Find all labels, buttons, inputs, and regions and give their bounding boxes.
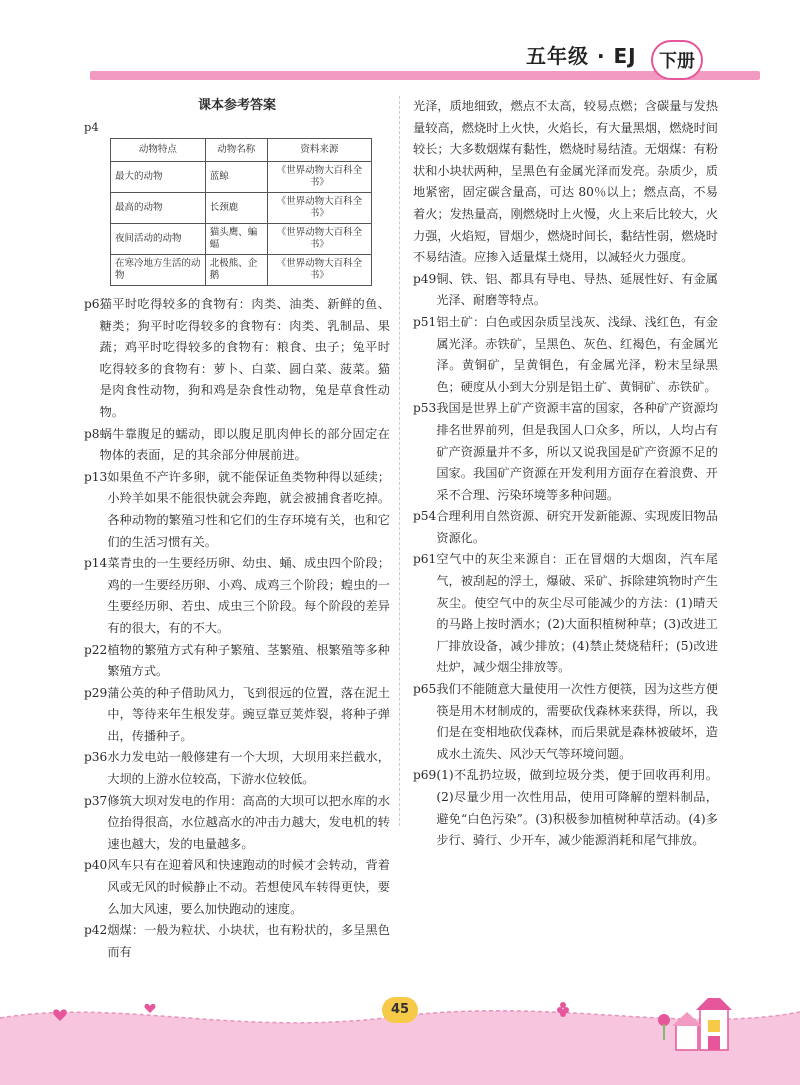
table-header-cell: 动物名称 <box>205 139 267 162</box>
section-title: 课本参考答案 <box>197 98 276 113</box>
table-header-cell: 资料来源 <box>267 139 371 162</box>
heart-icon <box>145 1004 156 1013</box>
page-ref: p6 <box>84 297 100 311</box>
table-cell: 北极熊、企鹅 <box>205 255 267 286</box>
answer-text: 水力发电站一般修建有一个大坝，大坝用来拦截水，大坝的上游水位较高，下游水位较低。 <box>107 750 390 787</box>
answer-p42-continued: 光泽，质地细致，燃点不太高，较易点燃；含碳量与发热量较高，燃烧时上火快，火焰长，有大量黑烟，燃烧时间较长；大多数烟煤有黏性，燃烧时易结渣。无烟煤：有粉状和小块状两种，呈黑色有金属光泽而发亮。杂质少，质地紧密，固定碳含量高，可达 80％以上；燃点高，不易着火；发热量高，刚燃烧时上火慢，火上来后比较大，火力强，火焰短，冒烟少，燃烧时间长，黏结性弱，燃烧时不易结渣。应掺入适量煤土烧用，以减轻火力强度。 <box>413 99 718 265</box>
page-ref: p49 <box>413 271 437 286</box>
page-ref: p29 <box>84 685 108 700</box>
answer-p42 <box>84 920 390 963</box>
house-icon <box>672 998 732 1050</box>
p4-table <box>110 138 372 286</box>
volume-badge: 下册 <box>651 40 703 80</box>
answer-p37 <box>84 791 390 856</box>
answer-p8 <box>84 424 390 467</box>
page-ref: p8 <box>84 426 100 441</box>
left-column <box>84 96 390 963</box>
table-cell: 在寒冷地方生活的动物 <box>111 255 206 286</box>
table-cell: 蓝鲸 <box>205 162 267 193</box>
table-cell: 《世界动物大百科全书》 <box>267 193 371 224</box>
page-ref: p65 <box>413 682 437 697</box>
answer-text: 菜青虫的一生要经历卵、幼虫、蛹、成虫四个阶段；鸡的一生要经历卵、小鸡、成鸡三个阶段；蝗虫的一生要经历卵、若虫、成虫三个阶段。每个阶段的差异有的很大，有的不大。 <box>107 556 390 635</box>
answer-p14 <box>84 553 390 639</box>
answer-text: 蒲公英的种子借助风力，飞到很远的位置，落在泥土中，等待来年生根发芽。豌豆靠豆荚炸裂，将种子弹出，传播种子。 <box>107 685 390 743</box>
table-cell: 最大的动物 <box>111 162 206 193</box>
page-ref: p54 <box>413 509 437 524</box>
table-cell: 夜间活动的动物 <box>111 224 206 255</box>
grade-label: 五年级 · EJ <box>526 44 637 68</box>
p4-label: p4 <box>84 120 99 134</box>
answer-text: 铝土矿：白色或因杂质呈浅灰、浅绿、浅红色，有金属光泽。赤铁矿，呈黑色、灰色、红褐色，有金属光泽。黄铜矿，呈黄铜色，有金属光泽，粉末呈绿黑色；硬度从小到大分别是铝土矿、黄铜矿、赤铁矿。 <box>436 314 718 394</box>
table-cell: 最高的动物 <box>111 193 206 224</box>
answer-p69 <box>413 765 718 851</box>
answer-p22 <box>84 640 390 683</box>
answer-text: 猫平时吃得较多的食物有：肉类、油类、新鲜的鱼、糖类；狗平时吃得较多的食物有：肉类、乳制品、果蔬；鸡平时吃得较多的食物有：粮食、虫子；兔平时吃得较多的食物有：萝卜、白菜、圆白菜、菠菜。猫是肉食性动物，狗和鸡是杂食性动物，兔是草食性动物。 <box>99 297 390 419</box>
page-ref: p14 <box>84 556 108 571</box>
table-header-cell: 动物特点 <box>111 139 206 162</box>
table-row <box>111 193 372 224</box>
table-row <box>111 162 372 193</box>
answer-p36 <box>84 747 390 790</box>
answer-text: 我国是世界上矿产资源丰富的国家，各种矿产资源均排名世界前列，但是我国人口众多，所以，人均占有矿产资源量并不多，所以又说我国是矿产资源不足的国家。我国矿产资源在开发利用方面存在着浪费、开采不合理、污染环境等多种问题。 <box>436 401 718 502</box>
right-column <box>413 96 718 852</box>
page-ref: p37 <box>84 793 108 808</box>
answer-text: 铜、铁、铝、都具有导电、导热、延展性好、有金属光泽、耐磨等特点。 <box>436 271 718 308</box>
answer-p49 <box>413 269 718 312</box>
answer-text: 合理利用自然资源、研究开发新能源、实现废旧物品资源化。 <box>436 509 718 545</box>
table-row <box>111 255 372 286</box>
answer-p65 <box>413 679 718 765</box>
table-cell: 《世界动物大百科全书》 <box>267 162 371 193</box>
answer-text: 植物的繁殖方式有种子繁殖、茎繁殖、根繁殖等多种繁殖方式。 <box>107 642 390 679</box>
answer-p54 <box>413 506 718 549</box>
page-ref: p42 <box>84 923 108 938</box>
answer-p53 <box>413 398 718 506</box>
column-divider <box>399 96 400 826</box>
page-ref: p40 <box>84 858 108 873</box>
answer-p29 <box>84 683 390 748</box>
answer-text: 风车只有在迎着风和快速跑动的时候才会转动，背着风或无风的时候静止不动。若想使风车转得更快，要么加大风速，要么加快跑动的速度。 <box>107 858 390 916</box>
table-row <box>111 224 372 255</box>
answer-text: (1)不乱扔垃圾，做到垃圾分类，便于回收再利用。(2)尽量少用一次性用品，使用可降解的塑料制品，避免“白色污染”。(3)积极参加植树种草活动。(4)多步行、骑行、少开车，减少能源消耗和尾气排放。 <box>436 768 718 848</box>
table-header-row <box>111 139 372 162</box>
page-number: 45 <box>382 997 418 1023</box>
table-cell: 《世界动物大百科全书》 <box>267 255 371 286</box>
answer-p61 <box>413 549 718 679</box>
answer-p13 <box>84 467 390 553</box>
answer-text: 修筑大坝对发电的作用：高高的大坝可以把水库的水位抬得很高，水位越高水的冲击力越大，发电机的转速也越大，发的电量越多。 <box>107 793 390 851</box>
page-ref: p69 <box>413 768 437 783</box>
answer-text: 空气中的灰尘来源自：正在冒烟的大烟囱，汽车尾气，被刮起的浮土，爆破、采矿、拆除建筑物时产生灰尘。使空气中的灰尘尽可能减少的方法：(1)晴天的马路上按时洒水；(2)大面积植树种草；(3)改进工厂排放设备，减少排放；(4)禁止焚烧秸秆；(5)改进灶炉，减少烟尘排放等。 <box>436 552 718 675</box>
table-cell: 《世界动物大百科全书》 <box>267 224 371 255</box>
answer-p6 <box>84 294 390 424</box>
page-ref: p53 <box>413 401 437 416</box>
answer-text: 我们不能随意大量使用一次性方便筷，因为这些方便筷是用木材制成的，需要砍伐森林来获得，所以，我们是在变相地砍伐森林，而后果就是森林被破坏，造成水土流失、风沙天气等环境问题。 <box>436 682 718 761</box>
answer-text: 烟煤：一般为粒状、小块状，也有粉状的，多呈黑色而有 <box>107 923 390 959</box>
page-ref: p22 <box>84 642 108 657</box>
page-ref: p13 <box>84 469 108 484</box>
answer-text: 如果鱼不产许多卵，就不能保证鱼类物种得以延续；小羚羊如果不能很快就会奔跑，就会被捕食者吃掉。各种动物的繁殖习性和它们的生存环境有关，也和它们的生活习惯有关。 <box>107 469 390 549</box>
answer-p51 <box>413 312 718 398</box>
table-cell: 长颈鹿 <box>205 193 267 224</box>
page-ref: p51 <box>413 314 437 329</box>
page-ref: p36 <box>84 750 108 765</box>
answer-p40 <box>84 855 390 920</box>
table-cell: 猫头鹰、蝙蝠 <box>205 224 267 255</box>
page-ref: p61 <box>413 552 437 567</box>
answer-text: 蜗牛靠腹足的蠕动，即以腹足肌肉伸长的部分固定在物体的表面，足的其余部分伸展前进。 <box>99 426 390 463</box>
